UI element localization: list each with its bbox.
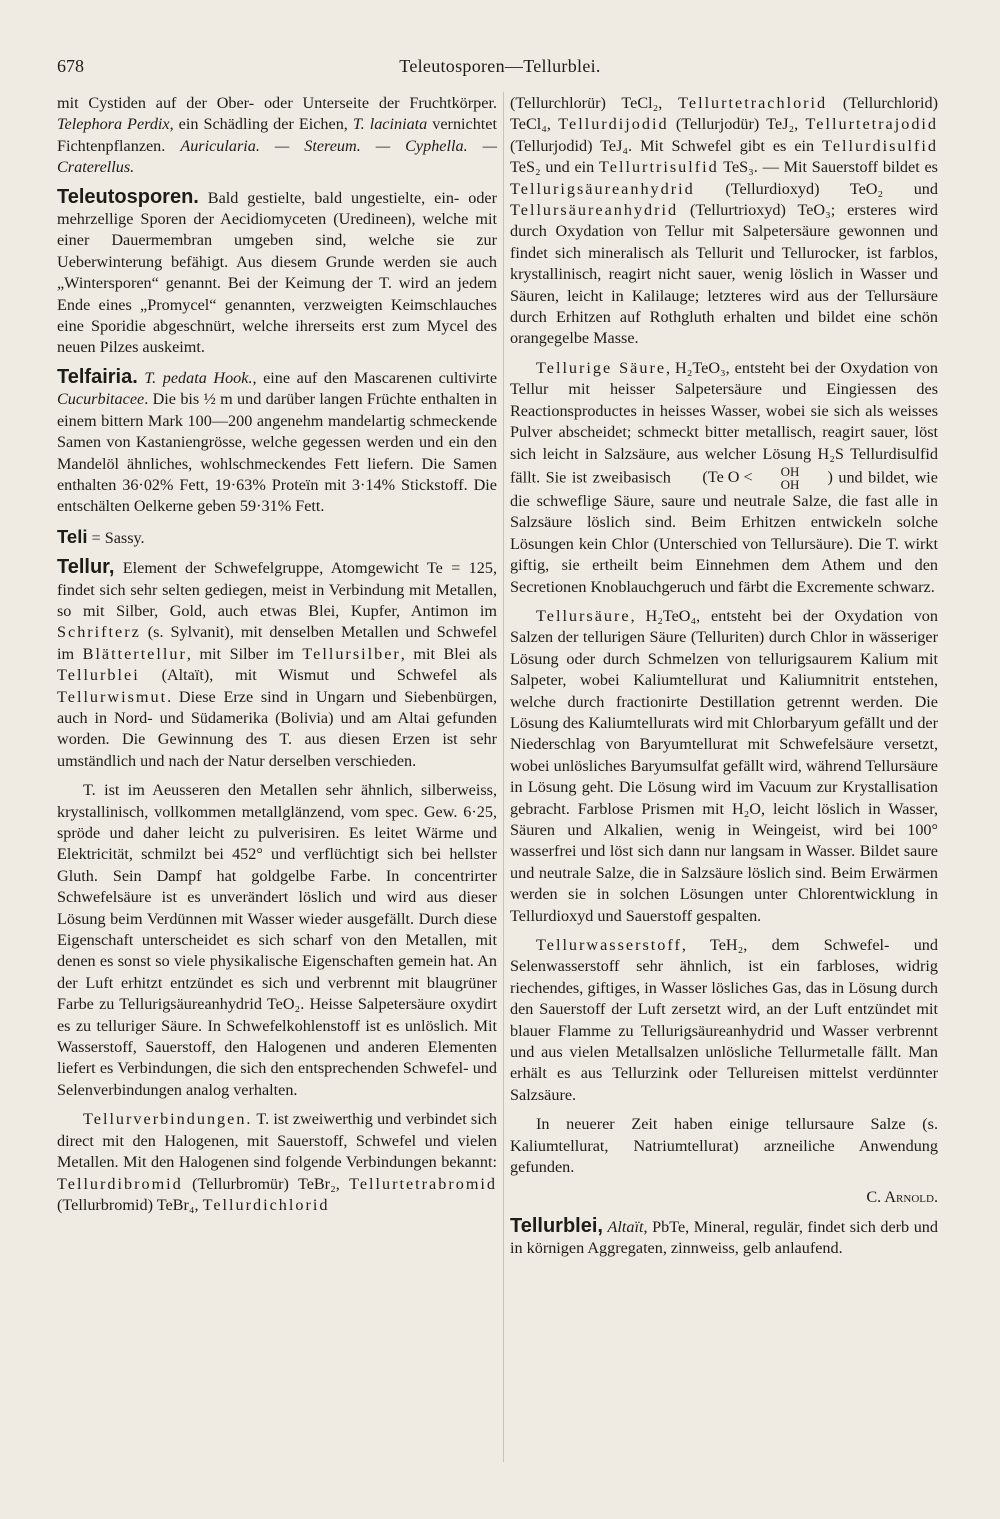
spaced-term: Tellursäure (536, 606, 631, 625)
family-name: Cucurbitacee (57, 390, 145, 409)
spaced-term: Tellurdibromid (57, 1174, 183, 1193)
spaced-term: Tellurdisulfid (822, 136, 938, 155)
entry-text: (Tellurbromür) TeBr₂, (182, 1174, 350, 1193)
entry-text: T. ist zweiwerthig und verbindet sich direct mit den Halogenen, mit Sauerstoff, Schwefel und vielen Metallen. Mit den Halogenen sind folgende Verbindungen bekannt: (57, 1110, 497, 1172)
spaced-term: Schrifterz (57, 623, 141, 642)
entry-text: (Tellurbromid) TeBr₄, (57, 1195, 203, 1214)
spaced-term: Tellursäureanhydrid (510, 201, 679, 220)
species-name: T. laciniata (352, 115, 428, 134)
entry-text: (Tellurchlorür) TeCl₂, (510, 94, 679, 112)
spaced-term: Tellurtetrajodid (805, 115, 938, 134)
spaced-term: Tellurdijodid (558, 115, 669, 134)
mineral-name: Altaït (607, 1217, 644, 1236)
tellurige-saeure-paragraph (510, 358, 938, 598)
formula-stack (755, 465, 800, 491)
spaced-term: Tellurigsäureanhydrid (510, 179, 695, 198)
entry-text: (Tellurdioxyd) TeO₂ und (694, 179, 938, 198)
column-divider (503, 92, 504, 1462)
chemical-formula (676, 465, 832, 491)
entry-text: , PbTe, Mineral, regulär, findet sich derb und in körnigen Aggregaten, zinnweiss, gelb anlaufend. (510, 1217, 938, 1258)
species-name: Telephora Perdix (57, 115, 170, 134)
spaced-term: Tellurwismut (57, 687, 168, 706)
entry-headword: Teli (57, 525, 88, 547)
entry-text: TeS₂ und ein (510, 158, 600, 177)
entry-text: (Altaït), mit Wismut und Schwefel als (139, 666, 497, 685)
running-head (0, 56, 1000, 86)
entry-text: , mit Silber im (186, 644, 303, 663)
formula-part: OH (780, 476, 800, 492)
intro-text: mit Cystiden auf der Ober- oder Unterseite der Fruchtkörper. (57, 94, 497, 112)
entry-text: , mit Blei als (400, 644, 498, 663)
entry-tellur (57, 557, 497, 772)
formula-part: ) (827, 468, 833, 487)
entry-text: , H₂TeO₄, entsteht bei der Oxydation von Salzen der tellurigen Säure (Telluriten) durch Chlor in wässeriger Lösung oder durch Schmelzen von tellurigsaurem Kalium mit Salpeter, wobei Kaliumtellurat und Kaliumnitrit entstehen, welche durch fractionirte Destillation getrennt werden. Die Lösung des Kaliumtellurats wird mit Chlorbaryum gefällt und der Niederschlag von Baryumtellurat mit Schwefelsäure versetzt, wobei unlösliches Baryumsulfat gefällt wird, während Tellursäure in Lösung geht. Die Lösung wird im Vacuum zur Krystallisation gebracht. Farblose Prismen mit H₂O, leicht löslich in Wasser, Säuren und Alkalien, wenig in Weingeist, wird bei 100° wasserfrei und löst sich dann nur langsam in Wasser. Bildet saure und neutrale Salze, die in Salzsäure löslich sind. Beim Erwärmen werden sie in solchen Lösungen unter Chlorentwicklung in Tellurdioxyd und Sauerstoff gespalten. (510, 606, 938, 925)
tellur-properties-paragraph: T. ist im Aeusseren den Metallen sehr ähnlich, silberweiss, krystallinisch, vollkommen metallglänzend, vom spec. Gew. 6·25, spröde und daher leicht zu pulverisiren. Es leitet Wärme und Elektricität, schmilzt bei 452° und verflüchtigt sich bei hellster Gluth. Sein Dampf hat goldgelbe Farbe. In concentrirter Schwefelsäure ist es unverändert löslich und wird aus dieser Lösung beim Verdünnen mit Wasser wieder ausgefällt. Durch diese Eigenschaft unterscheidet es sich scharf von den Metallen, mit denen es sonst so viele physikalische Eigenschaften gemein hat. An der Luft erhitzt entzündet es sich und verbrennt mit blaugrüner Farbe zu Tellurigsäureanhydrid TeO₂. Heisse Salpetersäure oxydirt es zu telluriger Säure. In Schwefelkohlenstoff ist es unlöslich. Mit Wasserstoff, Sauerstoff, den Halogenen und anderen Elementen liefert es Verbindungen, die sich den entsprechenden Schwefel- und Selenverbindungen analog verhalten. (57, 781, 497, 1099)
entry-text: . Die bis ½ m und darüber langen Früchte enthalten in einem bittern Mark 100—200 angenehm mandelartig schmeckende Samen von Kastaniengrösse, welche gegessen werden und ein den Mandelöl ähnliches, wohlschmeckendes Fett liefern. Die Samen enthalten 36·02% Fett, 19·63% Proteïn mit 3·14% Stickstoff. Die entschälten Oelkerne geben 59·31% Fett. (57, 390, 497, 516)
intro-text: vernichtet Fichtenpflanzen. (57, 115, 497, 155)
verbindungen-continuation (510, 93, 938, 350)
formula-part: (Te O < (702, 468, 753, 487)
entry-tellurblei (510, 1216, 938, 1260)
tellurverbindungen-paragraph (57, 1109, 497, 1216)
neuerer-zeit-paragraph: In neuerer Zeit haben einige tellursaure Salze (s. Kaliumtellurat, Natriumtellurat) arzneiliche Anwendung gefunden. (510, 1115, 938, 1177)
spaced-term: Tellurblei (57, 666, 140, 685)
spaced-term: Tellurdichlorid (202, 1195, 330, 1214)
page-number: 678 (57, 56, 84, 76)
entry-text: Bald gestielte, bald ungestielte, ein- oder mehrzellige Sporen der Aecidiomyceten (Uredineen), welche mit einer Dauermembran umgeben sind, welche sie zur Ueberwinterung befähigt. Aus diesem Grunde werden sie auch „Wintersporen“ genannt. Bei der Keimung der T. wird an jedem Ende eines „Promycel“ genannten, verzweigten Keimschlauches eine Sporidie abgeschnürt, welche ihrerseits erst zum Mycel des neuen Pilzes auskeimt. (57, 188, 497, 357)
entry-text: und bildet, wie die schweflige Säure, saure und neutrale Salze, die fast alle in Salzsäure löslich sind. Beim Erhitzen entwickeln solche Lösungen kein Chlor (Unterschied von Tellursäure). Die T. wirkt giftig, sie ertheilt beim Einnehmen dem Athem und den Secretionen Knoblauchgeruch und färbt die Excremente schwarz. (510, 468, 938, 596)
entry-text: (s. Sylvanit), mit denselben Metallen und Schwefel im (57, 623, 497, 663)
spaced-term: Tellurige Säure (536, 358, 667, 377)
spaced-term: Tellurtetrachlorid (678, 94, 828, 112)
spaced-term: Tellurtrisulfid (599, 158, 719, 177)
entry-text: (Tellurjodür) TeJ₂, (668, 115, 806, 134)
spaced-term: Tellursilber (302, 644, 401, 663)
entry-text: , TeH₂, dem Schwefel- und Selenwasserstoff sehr ähnlich, ist ein farbloses, widrig riechendes, giftiges, in Wasser lösliches Gas, das in Lösung durch den Sauerstoff der Luft zersetzt wird, an der Luft entzündet mit blauer Flamme zu Tellurigsäureanhydrid und Wasser verbrennt und aus vielen Metallsalzen unlösliche Tellurmetalle fällt. Man erhält es aus Tellurzink oder Tellureisen mittelst verdünnter Salzsäure. (510, 936, 938, 1104)
spaced-term: Tellurtetrabromid (349, 1174, 497, 1193)
spaced-term: Tellurwasserstoff (536, 936, 682, 955)
spaced-term: Blättertellur (82, 644, 187, 663)
author-signature: C. Arnold. (866, 1187, 938, 1206)
entry-text: (Tellurchlorid) TeCl₄, (510, 94, 938, 134)
entry-headword: Tellur, (57, 556, 115, 579)
species-name: T. pedata Hook. (144, 368, 253, 387)
tellursaeure-paragraph (510, 606, 938, 927)
entry-text: TeS₃. — Mit Sauerstoff bildet es (718, 158, 938, 177)
entry-text: , H₂TeO₃, entsteht bei der Oxydation von Tellur mit heisser Salpetersäure und Eingiessen des Reactionsproductes in heisses Wasser, wobei sie sich als weisses Pulver abscheidet; schmeckt bitter metallisch, reagirt sauer, löst sich leicht in Salzsäure, aus welcher Lösung H₂S Tellurdisulfid fällt. Sie ist zweibasisch (510, 358, 938, 487)
entry-telfairia (57, 367, 497, 518)
entry-text: (Tellurtrioxyd) TeO₃; ersteres wird durch Oxydation von Tellur mit Salpetersäure gewonnen und findet sich mineralisch als Tellurit und Tellurocker, ist farblos, krystallinisch, reagirt nicht sauer, wenig löslich in Wasser und Säuren, leicht in Kalilauge; letzteres wird aus der Tellursäure durch Erhitzen auf Rothgluth erhalten und bildet eine schön orangegelbe Masse. (510, 201, 938, 348)
entry-text: Element der Schwefelgruppe, Atomgewicht Te = 125, findet sich sehr selten gediegen, meist in Verbindung mit Metallen, so mit Silber, Gold, auch etwas Blei, Kupfer, Antimon im (57, 559, 497, 620)
intro-text: , ein Schädling der Eichen, (169, 115, 353, 134)
entry-teli (57, 526, 497, 549)
entry-text: , eine auf den Mascarenen cultivirte (252, 368, 498, 387)
genus-references: Auricularia. — Stereum. — Cyphella. — Craterellus. (57, 136, 497, 177)
formula-part: OH (780, 463, 800, 479)
left-column (57, 93, 497, 1216)
entry-teleutosporen (57, 187, 497, 359)
running-title: Teleutosporen—Tellurblei. (399, 56, 601, 76)
entry-text: (Tellurjodid) TeJ₄. Mit Schwefel gibt es ein (510, 136, 823, 155)
entry-headword: Telfairia. (57, 365, 138, 388)
entry-text: = Sassy. (87, 528, 145, 547)
entry-headword: Tellurblei, (510, 1214, 603, 1237)
tellurwasserstoff-paragraph (510, 935, 938, 1106)
spaced-term: Tellurverbindungen. (83, 1110, 253, 1129)
entry-text: . Diese Erze sind in Ungarn und Siebenbürgen, auch in Nord- und Südamerika (Bolivia) und am Altai gefunden worden. Die Gewinnung des T. aus diesen Erzen ist sehr umständlich und nach der Natur derselben verschieden. (57, 687, 497, 770)
intro-paragraph (57, 93, 497, 179)
right-column (510, 93, 938, 1260)
entry-headword: Teleutosporen. (57, 185, 199, 208)
